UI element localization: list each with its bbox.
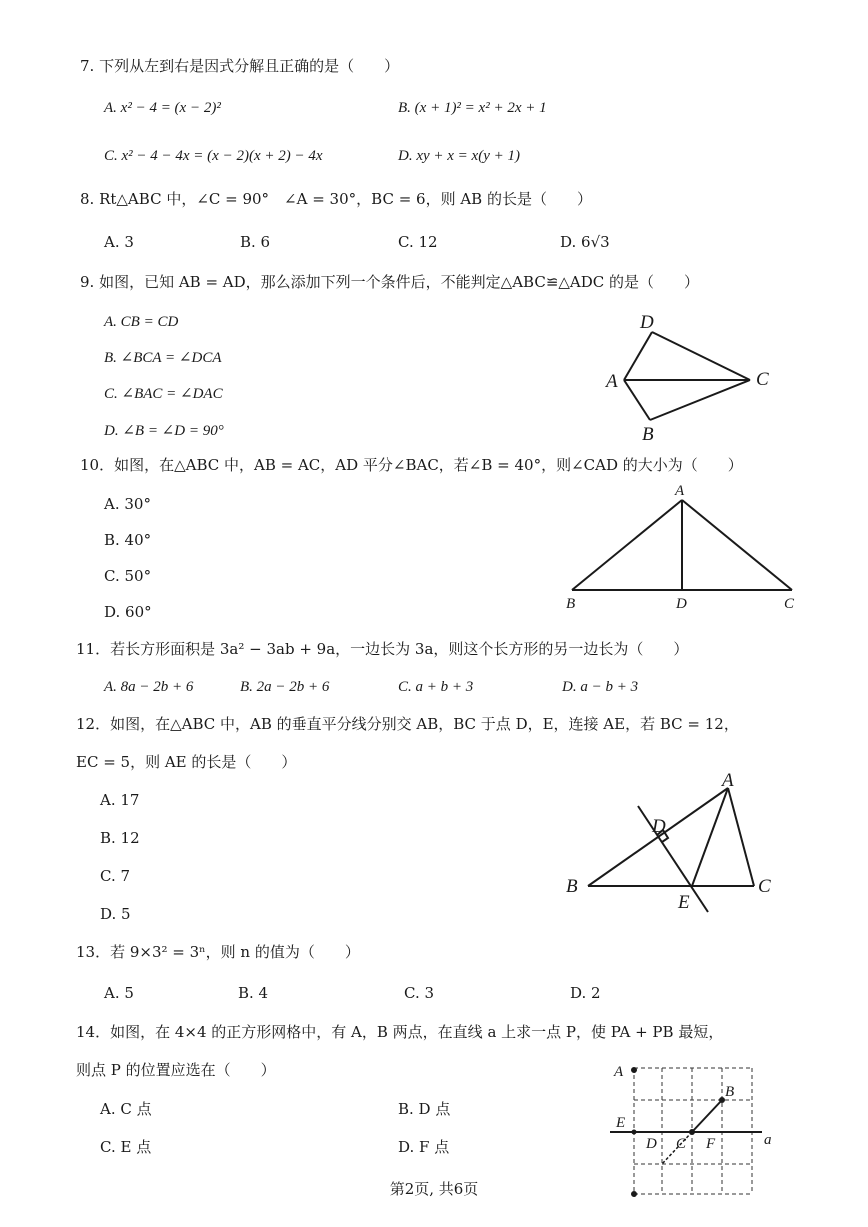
q9-label-c: C [756,369,769,390]
q14-option-a: A. C 点 [100,1100,152,1118]
q10-option-d: D. 60° [104,603,152,621]
q12-seg-ae [692,788,728,886]
q10-label-d: D [676,596,687,612]
q9-label-d: D [640,312,654,333]
q7-option-b: B. (x + 1)² = x² + 2x + 1 [398,100,547,116]
q14-point-c [689,1129,695,1135]
q12-figure [560,766,790,916]
q8-option-d: D. 6√3 [560,233,610,251]
q11-option-d: D. a − b + 3 [562,679,639,695]
q12-stem-line1: 12．如图，在△ABC 中，AB 的垂直平分线分别交 AB，BC 于点 D，E，连接 AE，若 BC = 12， [76,715,739,733]
q9-stem: 9. 如图，已知 AB = AD，那么添加下列一个条件后，不能判定△ABC≌△ADC 的是（ ） [80,273,700,291]
q13-option-b: B. 4 [238,984,269,1002]
q9-option-d: D. ∠B = ∠D = 90° [104,423,224,439]
q7-option-d: D. xy + x = x(y + 1) [398,148,520,164]
q9-label-a: A [606,371,618,392]
q14-option-b: B. D 点 [398,1100,451,1118]
q8-option-b: B. 6 [240,233,271,251]
q8-option-a: A. 3 [104,233,134,251]
q9-option-a: A. CB = CD [104,314,179,330]
q11-option-a: A. 8a − 2b + 6 [104,679,194,695]
q10-stem: 10．如图，在△ABC 中，AB = AC，AD 平分∠BAC，若∠B = 40°，则∠CAD 的大小为（ ） [80,456,743,474]
q14-label-d: D [646,1136,657,1152]
q14-label-b: B [725,1084,735,1100]
q10-figure [558,478,808,618]
q10-option-b: B. 40° [104,531,152,549]
q14-stem-line1: 14．如图，在 4×4 的正方形网格中，有 A，B 两点，在直线 a 上求一点 P，使 PA + PB 最短， [76,1023,724,1041]
q11-option-b: B. 2a − 2b + 6 [240,679,330,695]
q10-option-a: A. 30° [104,495,151,513]
q14-label-e: E [616,1115,626,1131]
q7-option-c: C. x² − 4 − 4x = (x − 2)(x + 2) − 4x [104,148,323,164]
q14-label-c: C [676,1136,687,1152]
q8-option-c: C. 12 [398,233,438,251]
q9-seg-bc [650,380,750,420]
q11-option-c: C. a + b + 3 [398,679,474,695]
q14-point-e [632,1130,637,1135]
q14-label-line-a: a [764,1132,772,1148]
q9-seg-ad [624,332,652,380]
q9-figure [598,308,788,448]
q12-stem-line2: EC = 5，则 AE 的长是（ ） [76,753,297,771]
q9-option-c: C. ∠BAC = ∠DAC [104,386,223,402]
q13-option-c: C. 3 [404,984,435,1002]
q12-label-a: A [722,770,734,791]
q11-stem: 11．若长方形面积是 3a² − 3ab + 9a，一边长为 3a，则这个长方形的另一边长为（ ） [76,640,689,658]
q14-point-a [631,1067,637,1073]
q14-stem-line2: 则点 P 的位置应选在（ ） [76,1061,276,1079]
q12-perp-bisector [638,806,708,912]
q12-label-b: B [566,876,578,897]
q12-label-d: D [652,816,666,837]
q14-label-f: F [706,1136,716,1152]
q8-stem: 8. Rt△ABC 中，∠C = 90° ∠A = 30°，BC = 6，则 AB 的长是（ ） [80,190,592,208]
q12-option-c: C. 7 [100,867,131,885]
q12-seg-ac [728,788,754,886]
q14-seg-bc [692,1100,722,1132]
page-footer: 第2页, 共6页 [389,1180,479,1198]
q12-option-d: D. 5 [100,905,131,923]
q10-label-a: A [675,483,685,499]
q10-seg-ab [572,500,682,590]
q13-stem: 13．若 9×3² = 3ⁿ，则 n 的值为（ ） [76,943,360,961]
q10-option-c: C. 50° [104,567,152,585]
q12-label-c: C [758,876,771,897]
q9-option-b: B. ∠BCA = ∠DCA [104,350,222,366]
q13-option-a: A. 5 [104,984,134,1002]
q14-figure [604,1058,794,1198]
q13-option-d: D. 2 [570,984,601,1002]
q12-option-b: B. 12 [100,829,140,847]
q10-label-b: B [566,596,576,612]
q14-option-d: D. F 点 [398,1138,450,1156]
q9-seg-ab [624,380,650,420]
q9-label-b: B [642,424,654,445]
q7-stem: 7. 下列从左到右是因式分解且正确的是（ ） [80,57,400,75]
q7-option-a: A. x² − 4 = (x − 2)² [104,100,221,116]
q14-label-a: A [614,1064,624,1080]
q14-option-c: C. E 点 [100,1138,152,1156]
q9-seg-dc [652,332,750,380]
q12-option-a: A. 17 [100,791,140,809]
q10-label-c: C [784,596,795,612]
q12-label-e: E [678,892,690,913]
q10-seg-ac [682,500,792,590]
